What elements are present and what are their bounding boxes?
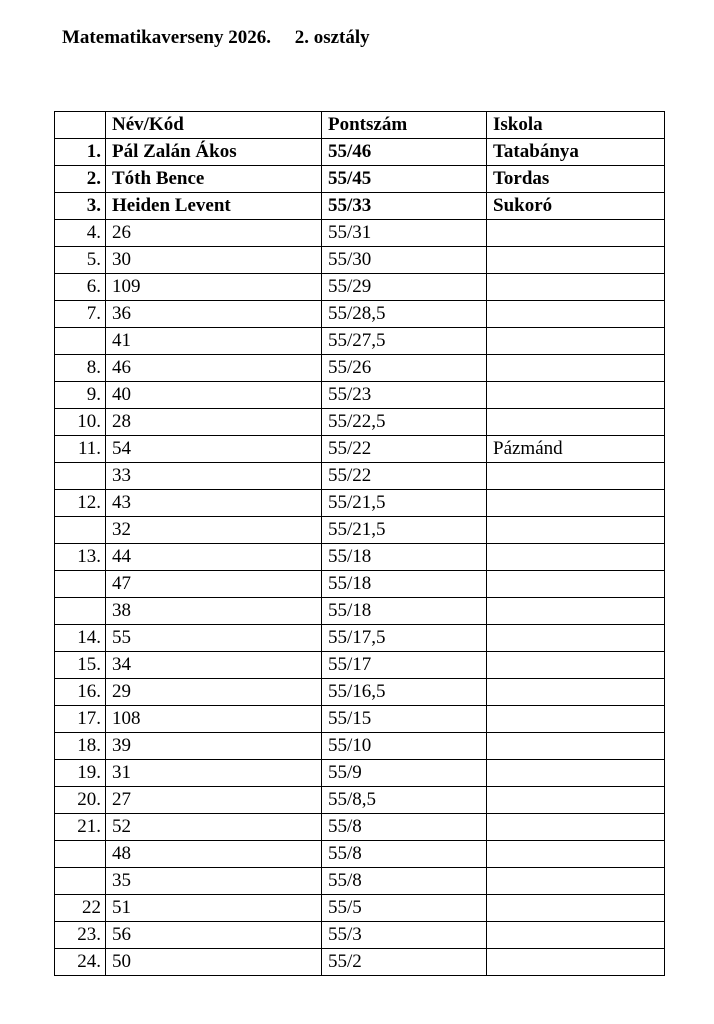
table-row [55,814,665,841]
name-cell: 34 [106,652,322,679]
school-cell [487,382,665,409]
school-cell [487,544,665,571]
name-cell: 36 [106,301,322,328]
rank-cell: 10. [55,409,106,436]
score-cell: 55/28,5 [322,301,487,328]
name-cell: 27 [106,787,322,814]
school-cell [487,301,665,328]
name-cell: 44 [106,544,322,571]
table-row [55,733,665,760]
rank-cell [55,571,106,598]
name-cell: 55 [106,625,322,652]
rank-cell: 3. [55,193,106,220]
school-cell [487,922,665,949]
rank-cell: 4. [55,220,106,247]
table-row [55,922,665,949]
name-cell: 31 [106,760,322,787]
rank-cell [55,598,106,625]
table-header-row [55,112,665,139]
name-cell: 40 [106,382,322,409]
header-name: Név/Kód [106,112,322,139]
score-cell: 55/8 [322,814,487,841]
rank-cell [55,841,106,868]
name-cell: 39 [106,733,322,760]
score-cell: 55/2 [322,949,487,976]
school-cell [487,895,665,922]
school-cell [487,625,665,652]
score-cell: 55/31 [322,220,487,247]
school-cell [487,706,665,733]
rank-cell: 11. [55,436,106,463]
school-cell [487,328,665,355]
rank-cell: 20. [55,787,106,814]
header-school: Iskola [487,112,665,139]
rank-cell: 2. [55,166,106,193]
school-cell [487,652,665,679]
name-cell: Pál Zalán Ákos [106,139,322,166]
rank-cell [55,517,106,544]
table-row [55,328,665,355]
table-row [55,382,665,409]
table-row [55,652,665,679]
rank-cell: 8. [55,355,106,382]
table-row [55,220,665,247]
name-cell: Tóth Bence [106,166,322,193]
name-cell: Heiden Levent [106,193,322,220]
score-cell: 55/5 [322,895,487,922]
name-cell: 46 [106,355,322,382]
table-row [55,247,665,274]
score-cell: 55/15 [322,706,487,733]
score-cell: 55/45 [322,166,487,193]
school-cell [487,598,665,625]
school-cell [487,517,665,544]
school-cell [487,571,665,598]
score-cell: 55/16,5 [322,679,487,706]
table-row [55,544,665,571]
rank-cell: 7. [55,301,106,328]
school-cell [487,814,665,841]
school-cell [487,760,665,787]
table-row [55,868,665,895]
results-table-body [55,112,665,976]
rank-cell: 13. [55,544,106,571]
school-cell [487,409,665,436]
rank-cell [55,463,106,490]
school-cell [487,247,665,274]
score-cell: 55/17 [322,652,487,679]
rank-cell [55,328,106,355]
name-cell: 51 [106,895,322,922]
score-cell: 55/21,5 [322,517,487,544]
school-cell [487,463,665,490]
rank-cell: 21. [55,814,106,841]
rank-cell [55,868,106,895]
school-cell: Tordas [487,166,665,193]
table-row [55,301,665,328]
score-cell: 55/30 [322,247,487,274]
rank-cell: 6. [55,274,106,301]
table-row [55,760,665,787]
table-row [55,409,665,436]
score-cell: 55/18 [322,544,487,571]
table-row [55,490,665,517]
school-cell [487,220,665,247]
score-cell: 55/22 [322,463,487,490]
score-cell: 55/23 [322,382,487,409]
name-cell: 47 [106,571,322,598]
table-row [55,193,665,220]
school-cell [487,787,665,814]
table-row [55,598,665,625]
name-cell: 29 [106,679,322,706]
name-cell: 33 [106,463,322,490]
table-row [55,274,665,301]
table-row [55,571,665,598]
table-row [55,625,665,652]
name-cell: 35 [106,868,322,895]
rank-cell: 22 [55,895,106,922]
score-cell: 55/46 [322,139,487,166]
rank-cell: 12. [55,490,106,517]
school-cell: Tatabánya [487,139,665,166]
school-cell [487,490,665,517]
table-row [55,841,665,868]
table-row [55,139,665,166]
score-cell: 55/8,5 [322,787,487,814]
name-cell: 28 [106,409,322,436]
score-cell: 55/22,5 [322,409,487,436]
score-cell: 55/21,5 [322,490,487,517]
school-cell [487,949,665,976]
score-cell: 55/18 [322,571,487,598]
results-table [54,111,665,976]
score-cell: 55/22 [322,436,487,463]
rank-cell: 18. [55,733,106,760]
name-cell: 32 [106,517,322,544]
name-cell: 43 [106,490,322,517]
table-row [55,166,665,193]
school-cell: Sukoró [487,193,665,220]
school-cell [487,679,665,706]
table-row [55,517,665,544]
table-row [55,679,665,706]
score-cell: 55/33 [322,193,487,220]
table-row [55,463,665,490]
school-cell [487,841,665,868]
score-cell: 55/9 [322,760,487,787]
rank-cell: 14. [55,625,106,652]
name-cell: 50 [106,949,322,976]
score-cell: 55/10 [322,733,487,760]
name-cell: 26 [106,220,322,247]
school-cell [487,733,665,760]
school-cell [487,355,665,382]
name-cell: 38 [106,598,322,625]
table-row [55,355,665,382]
rank-cell: 9. [55,382,106,409]
rank-cell: 19. [55,760,106,787]
name-cell: 41 [106,328,322,355]
rank-cell: 23. [55,922,106,949]
score-cell: 55/26 [322,355,487,382]
table-row [55,949,665,976]
school-cell [487,274,665,301]
table-row [55,706,665,733]
score-cell: 55/8 [322,868,487,895]
rank-cell: 1. [55,139,106,166]
name-cell: 109 [106,274,322,301]
table-row [55,787,665,814]
score-cell: 55/8 [322,841,487,868]
name-cell: 54 [106,436,322,463]
name-cell: 108 [106,706,322,733]
rank-cell: 16. [55,679,106,706]
page-title: Matematikaverseny 2026. 2. osztály [62,27,370,48]
name-cell: 56 [106,922,322,949]
header-rank [55,112,106,139]
score-cell: 55/27,5 [322,328,487,355]
name-cell: 52 [106,814,322,841]
rank-cell: 17. [55,706,106,733]
name-cell: 48 [106,841,322,868]
score-cell: 55/29 [322,274,487,301]
header-score: Pontszám [322,112,487,139]
table-row [55,895,665,922]
score-cell: 55/17,5 [322,625,487,652]
rank-cell: 5. [55,247,106,274]
score-cell: 55/3 [322,922,487,949]
name-cell: 30 [106,247,322,274]
table-row [55,436,665,463]
score-cell: 55/18 [322,598,487,625]
rank-cell: 24. [55,949,106,976]
school-cell: Pázmánd [487,436,665,463]
school-cell [487,868,665,895]
rank-cell: 15. [55,652,106,679]
